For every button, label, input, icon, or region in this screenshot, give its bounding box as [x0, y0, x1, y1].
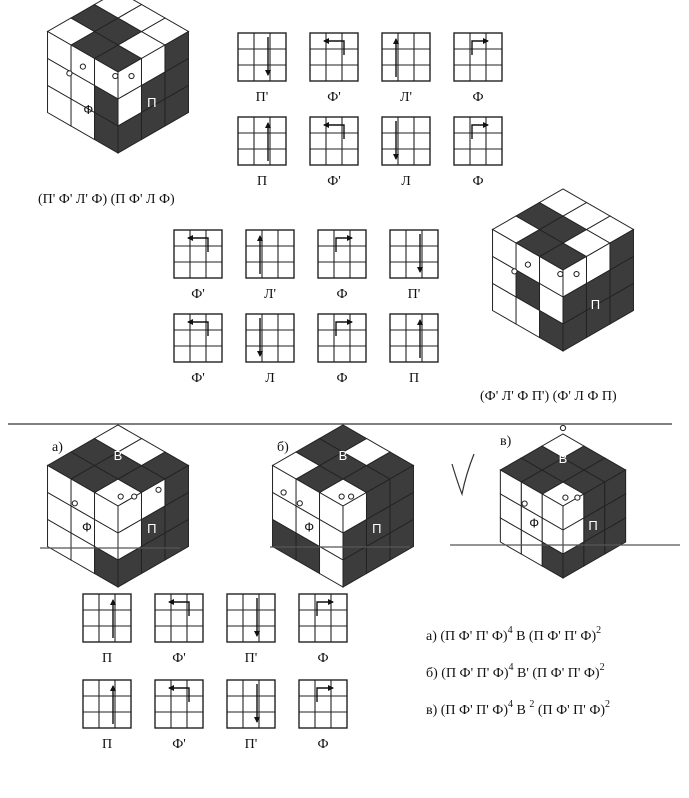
cube-letter-top: В [558, 450, 568, 466]
cube-letter-top: В [113, 448, 123, 464]
move-label: Ф' [191, 371, 205, 386]
marker-dot [512, 269, 517, 274]
marker-dot [129, 73, 134, 78]
move-grid [390, 230, 438, 302]
move-grid [318, 230, 366, 302]
move-grid [318, 314, 366, 386]
grid-frame [299, 594, 347, 642]
move-grid [83, 594, 131, 666]
cube-letter-front: Ф [82, 519, 92, 535]
marker-dot [560, 425, 565, 430]
grid-frame [83, 594, 131, 642]
grid-frame [155, 680, 203, 728]
move-label: П [101, 737, 113, 752]
grid-frame [382, 117, 430, 165]
move-grid [454, 33, 502, 105]
marker-dot [113, 73, 118, 78]
grid-frame [174, 230, 222, 278]
grid-frame [454, 117, 502, 165]
grid-frame [155, 594, 203, 642]
marker-dot [132, 494, 137, 499]
grid-frame [238, 33, 286, 81]
cube-tag-b: б) [277, 440, 289, 455]
move-grid [155, 680, 203, 752]
move-label: П' [407, 287, 421, 302]
cube-letter-top: В [338, 448, 348, 464]
move-label: Ф [317, 737, 329, 752]
move-label: Л [401, 174, 411, 189]
marker-dot [525, 262, 530, 267]
move-label: П [256, 174, 268, 189]
cube-letter-front: Ф [529, 515, 540, 531]
grid-frame [318, 230, 366, 278]
cube-letter-right: П [590, 297, 601, 313]
grid-frame [238, 117, 286, 165]
move-label: П' [255, 90, 269, 105]
move-grid [390, 314, 438, 386]
grid-frame [382, 33, 430, 81]
cube-letter-right: П [147, 521, 157, 536]
grid-frame [454, 33, 502, 81]
move-grid [174, 314, 222, 386]
cube-middle-right [493, 189, 634, 351]
cube-top-left [48, 0, 189, 153]
grid-frame [227, 680, 275, 728]
move-label: Ф' [172, 651, 186, 666]
move-label: Ф' [172, 737, 186, 752]
move-grid [310, 117, 358, 189]
grid-frame [299, 680, 347, 728]
move-grid [174, 230, 222, 302]
move-label: Л' [399, 90, 413, 105]
move-grid [155, 594, 203, 666]
marker-dot [80, 64, 85, 69]
marker-dot [574, 271, 579, 276]
marker-dot [563, 495, 568, 500]
grid-frame [310, 117, 358, 165]
move-label: Ф [336, 371, 348, 386]
cube-letter-right: П [588, 518, 598, 533]
move-label: Ф [472, 90, 484, 105]
marker-dot [281, 490, 286, 495]
cube-c [500, 425, 625, 578]
cube-letter-front: Ф [304, 519, 315, 535]
grid-frame [310, 33, 358, 81]
move-grid [310, 33, 358, 105]
move-grid [238, 117, 286, 189]
grid-frame [246, 230, 294, 278]
middle-formula-caption: (Ф' Л' Ф П') (Ф' Л Ф П) [480, 389, 617, 404]
move-grid [246, 314, 294, 386]
move-label: Л' [263, 287, 277, 302]
cube-letter-front: Ф [83, 101, 94, 117]
move-grid [299, 594, 347, 666]
move-grid [246, 230, 294, 302]
cube-tag-a: а) [52, 440, 63, 455]
grid-frame [390, 230, 438, 278]
marker-dot [118, 494, 123, 499]
grid-frame [174, 314, 222, 362]
formula-a: а) (П Ф' П' Ф)$^4$ В (П Ф' П' Ф)$^2$ [426, 625, 602, 644]
move-grid [238, 33, 286, 105]
move-label: Ф' [191, 287, 205, 302]
cube-a [48, 425, 189, 587]
move-grid [382, 117, 430, 189]
move-label: Ф' [327, 174, 341, 189]
marker-dot [349, 494, 354, 499]
marker-dot [72, 501, 77, 506]
marker-dot [522, 501, 527, 506]
move-label: Ф [317, 651, 329, 666]
marker-dot [67, 71, 72, 76]
move-label: П' [244, 651, 258, 666]
grid-frame [390, 314, 438, 362]
move-grid [299, 680, 347, 752]
cube-letter-right: П [147, 95, 157, 111]
top-formula-caption: (П' Ф' Л' Ф) (П Ф' Л Ф) [38, 192, 175, 207]
marker-dot [156, 487, 161, 492]
formula-b: б) (П Ф' П' Ф)$^4$ В' (П Ф' П' Ф)$^2$ [426, 662, 605, 681]
grid-frame [318, 314, 366, 362]
cube-b [273, 425, 414, 587]
move-label: Ф [472, 174, 484, 189]
grid-frame [246, 314, 294, 362]
grid-frame [227, 594, 275, 642]
move-label: П [408, 371, 420, 386]
move-grid [227, 680, 275, 752]
move-grid [227, 594, 275, 666]
marker-dot [297, 501, 302, 506]
cube-tag-c: в) [500, 434, 512, 449]
grid-frame [83, 680, 131, 728]
handwritten-check-mark [452, 454, 474, 494]
formula-c: в) (П Ф' П' Ф)$^4$ В $^2$ (П Ф' П' Ф)$^2$ [426, 699, 611, 718]
move-label: П [101, 651, 113, 666]
move-grid [83, 680, 131, 752]
marker-dot [558, 271, 563, 276]
move-label: П' [244, 737, 258, 752]
move-label: Ф [336, 287, 348, 302]
move-grid [382, 33, 430, 105]
marker-dot [575, 495, 580, 500]
marker-dot [339, 494, 344, 499]
move-grid [454, 117, 502, 189]
move-label: Ф' [327, 90, 341, 105]
cube-letter-right: П [372, 521, 382, 536]
move-label: Л [265, 371, 275, 386]
